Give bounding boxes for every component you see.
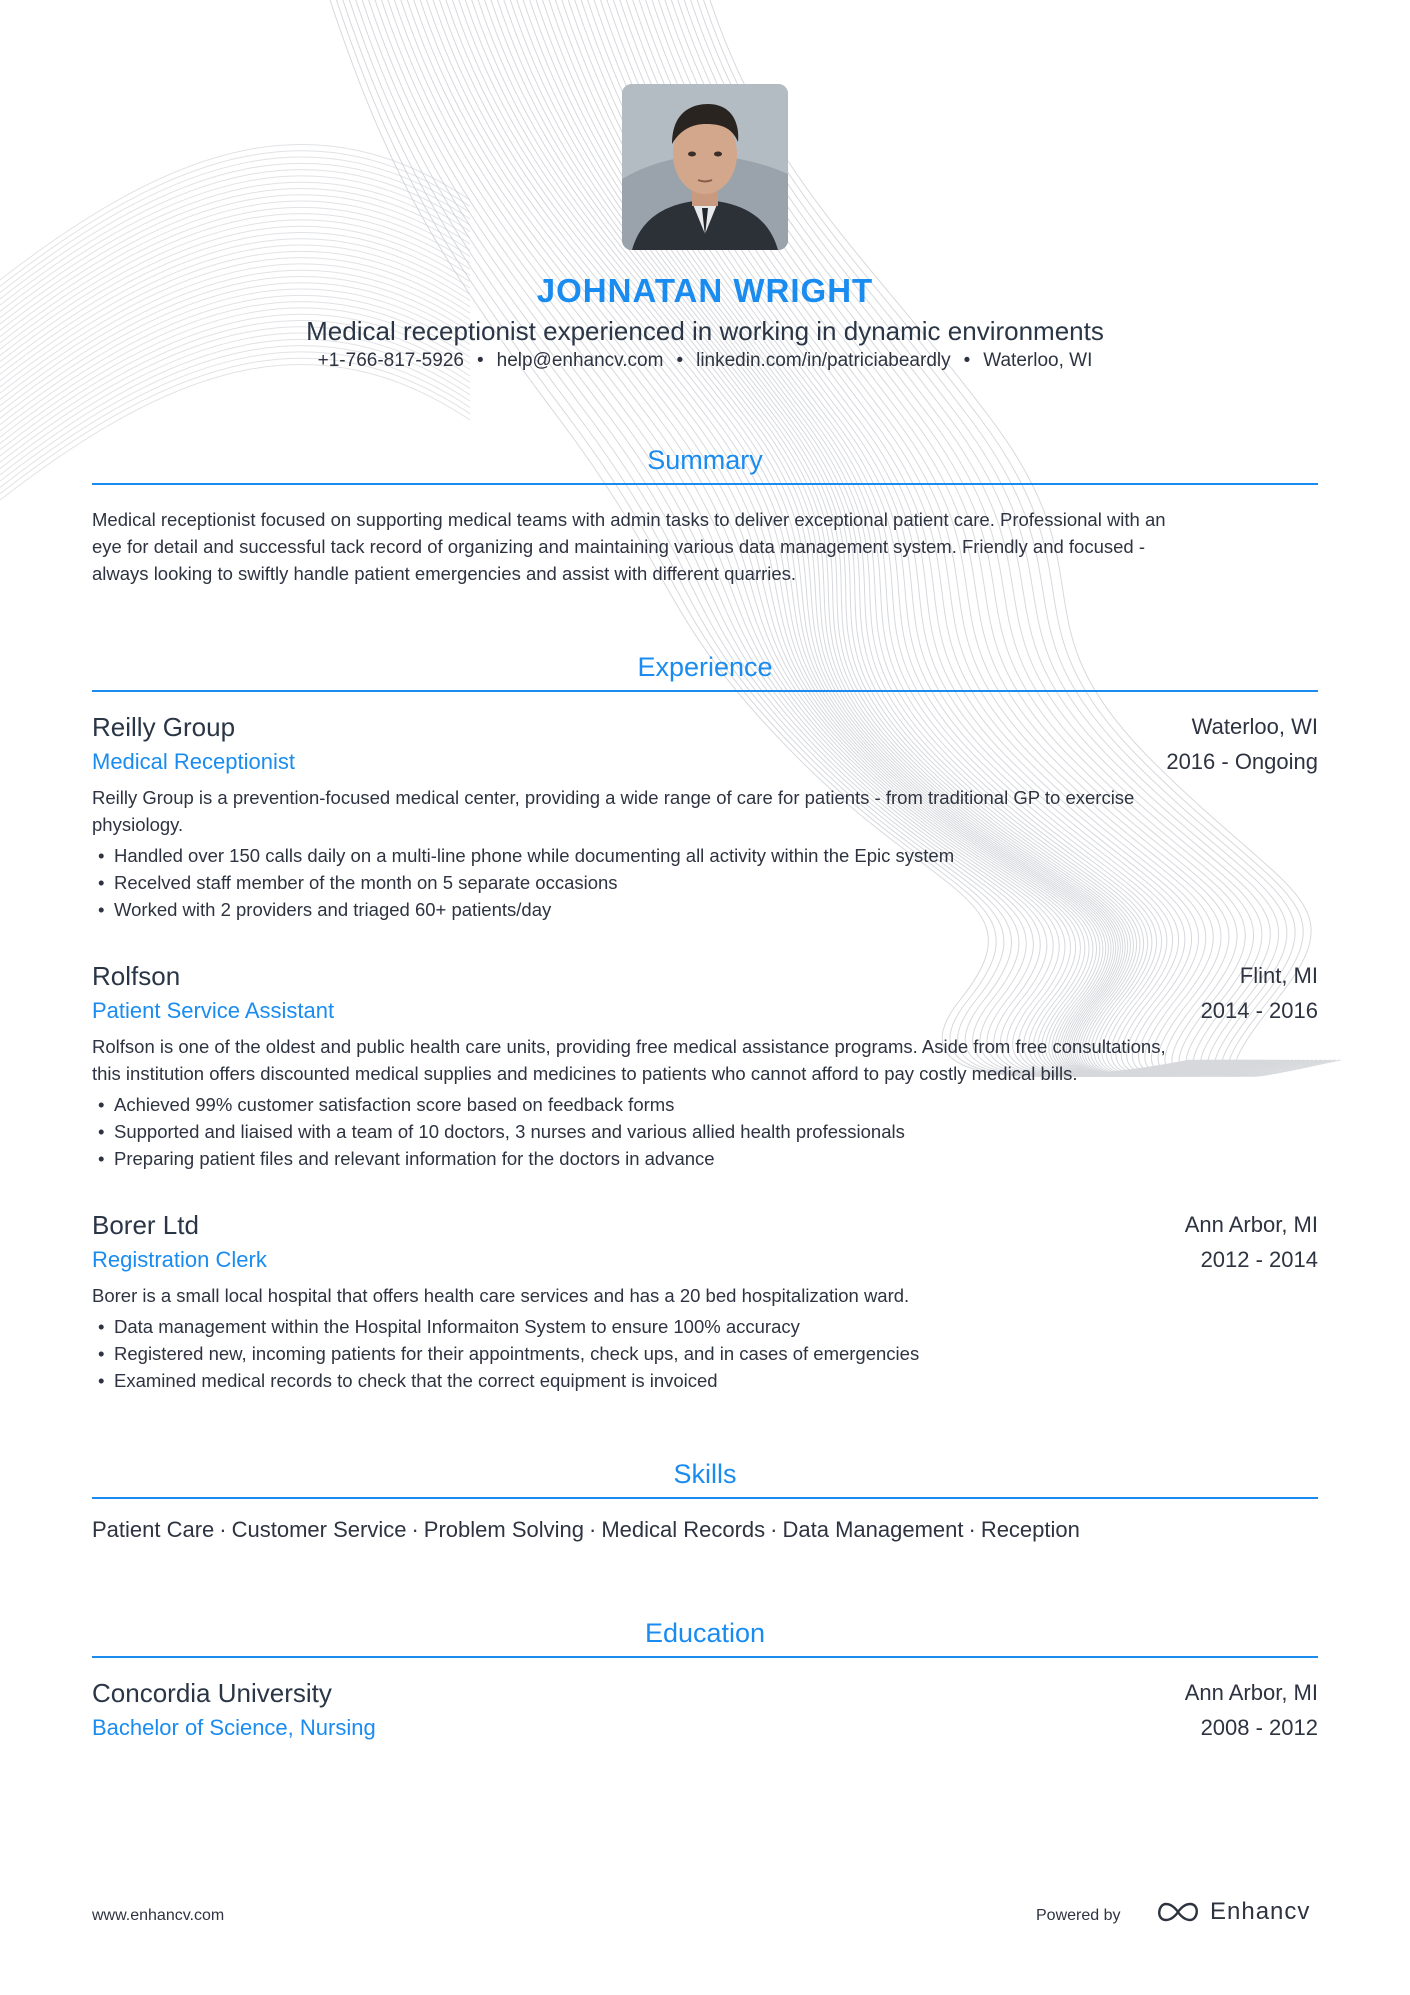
job-title: Medical Receptionist — [92, 749, 295, 774]
summary-divider — [92, 483, 1318, 485]
job-description — [92, 1033, 1318, 1087]
education-dates: 2008 - 2012 — [1200, 1715, 1318, 1740]
candidate-name: JOHNATAN WRIGHT — [536, 272, 874, 309]
company-name: Borer Ltd — [92, 1210, 199, 1240]
contact-separator: • — [476, 350, 484, 371]
contact-line — [0, 350, 1410, 372]
skills-divider — [92, 1497, 1318, 1499]
job-bullets — [92, 1313, 1318, 1394]
summary-title: Summary — [647, 445, 763, 475]
skills-list — [92, 1517, 1080, 1543]
list-item: • Data management within the Hospital Informaiton System to ensure 100% accuracy — [92, 1313, 1318, 1340]
list-item: • Supported and liaised with a team of 10 doctors, 3 nurses and various allied health professionals — [92, 1118, 1318, 1145]
wave-line — [0, 364, 470, 500]
job-location: Waterloo, WI — [1191, 714, 1318, 739]
wave-line — [0, 327, 470, 463]
education-title: Education — [644, 1618, 766, 1648]
summary-line: always looking to swiftly handle patient emergencies and assist with different quarries. — [92, 563, 797, 584]
avatar — [622, 84, 788, 250]
job-title: Patient Service Assistant — [92, 998, 335, 1023]
degree: Bachelor of Science, Nursing — [92, 1715, 376, 1740]
description-line: Borer is a small local hospital that offers health care services and has a 20 bed hospitalization ward. — [92, 1285, 910, 1306]
list-item: • Handled over 150 calls daily on a multi-line phone while documenting all activity within the Epic system — [92, 842, 1318, 869]
powered-by-label: Powered by — [1036, 1907, 1121, 1924]
location: Waterloo, WI — [983, 350, 1093, 371]
summary-line: Medical receptionist focused on supporting medical teams with admin tasks to deliver exceptional patient care. Professional with an — [92, 509, 1166, 530]
skill-separator: · — [588, 1517, 597, 1542]
company-name: Rolfson — [92, 961, 181, 991]
skill-item: Data Management — [782, 1517, 964, 1542]
job-dates: 2016 - Ongoing — [1166, 749, 1318, 774]
list-item: • Preparing patient files and relevant information for the doctors in advance — [92, 1145, 1318, 1172]
description-line: Rolfson is one of the oldest and public health care units, providing free medical assistance programs. Aside from free consultations, — [92, 1036, 1166, 1057]
brand-name: Enhancv — [1210, 1898, 1311, 1925]
education-divider — [92, 1656, 1318, 1658]
list-item: • Worked with 2 providers and triaged 60+ patients/day — [92, 896, 1318, 923]
skill-item: Customer Service — [231, 1517, 407, 1542]
school-name: Concordia University — [92, 1678, 332, 1708]
skill-separator: · — [968, 1517, 976, 1542]
description-line: physiology. — [92, 814, 184, 835]
list-item: • Recelved staff member of the month on 5 separate occasions — [92, 869, 1318, 896]
wave-line — [0, 151, 470, 287]
list-item: • Examined medical records to check that the correct equipment is invoiced — [92, 1367, 1318, 1394]
job-location: Ann Arbor, MI — [1184, 1212, 1318, 1237]
skills-title: Skills — [673, 1459, 737, 1489]
phone[interactable]: +1-766-817-5926 — [317, 350, 464, 371]
job-bullets — [92, 1091, 1318, 1172]
job-description — [92, 1282, 1318, 1309]
job-dates: 2014 - 2016 — [1200, 998, 1318, 1023]
job-dates: 2012 - 2014 — [1200, 1247, 1318, 1272]
experience-divider — [92, 690, 1318, 692]
skill-item: Medical Records — [601, 1517, 766, 1542]
profile-photo-illustration — [622, 84, 788, 250]
skill-separator: · — [219, 1517, 227, 1542]
company-name: Reilly Group — [92, 712, 236, 742]
job-location: Flint, MI — [1239, 963, 1318, 988]
wave-line — [0, 144, 470, 280]
skill-item: Patient Care — [92, 1517, 215, 1542]
infinity-logo-icon — [1154, 1899, 1202, 1925]
summary-text — [92, 506, 1318, 587]
linkedin[interactable]: linkedin.com/in/patriciabeardly — [696, 350, 951, 371]
school-location: Ann Arbor, MI — [1184, 1680, 1318, 1705]
skill-item: Problem Solving — [423, 1517, 584, 1542]
list-item: • Registered new, incoming patients for their appointments, check ups, and in cases of emergencies — [92, 1340, 1318, 1367]
skill-item: Reception — [980, 1517, 1080, 1542]
description-line: this institution offers discounted medical supplies and medicines to patients who cannot afford to pay costly medical bills. — [92, 1063, 1078, 1084]
experience-title: Experience — [637, 652, 773, 682]
description-line: Reilly Group is a prevention-focused medical center, providing a wide range of care for patients - from traditional GP to exercise — [92, 787, 1135, 808]
contact-separator: • — [963, 350, 971, 371]
job-title: Registration Clerk — [92, 1247, 267, 1272]
footer-url[interactable]: www.enhancv.com — [92, 1907, 225, 1924]
job-description — [92, 784, 1318, 838]
list-item: • Achieved 99% customer satisfaction score based on feedback forms — [92, 1091, 1318, 1118]
skill-separator: · — [770, 1517, 778, 1542]
contact-separator: • — [676, 350, 684, 371]
email[interactable]: help@enhancv.com — [496, 350, 664, 371]
job-bullets — [92, 842, 1318, 923]
summary-line: eye for detail and successful tack record of organizing and maintaining various data management system. Friendly and focused - — [92, 536, 1146, 557]
brand-logo[interactable] — [1154, 1898, 1310, 1926]
headline: Medical receptionist experienced in working in dynamic environments — [306, 316, 1104, 346]
skill-separator: · — [411, 1517, 419, 1542]
